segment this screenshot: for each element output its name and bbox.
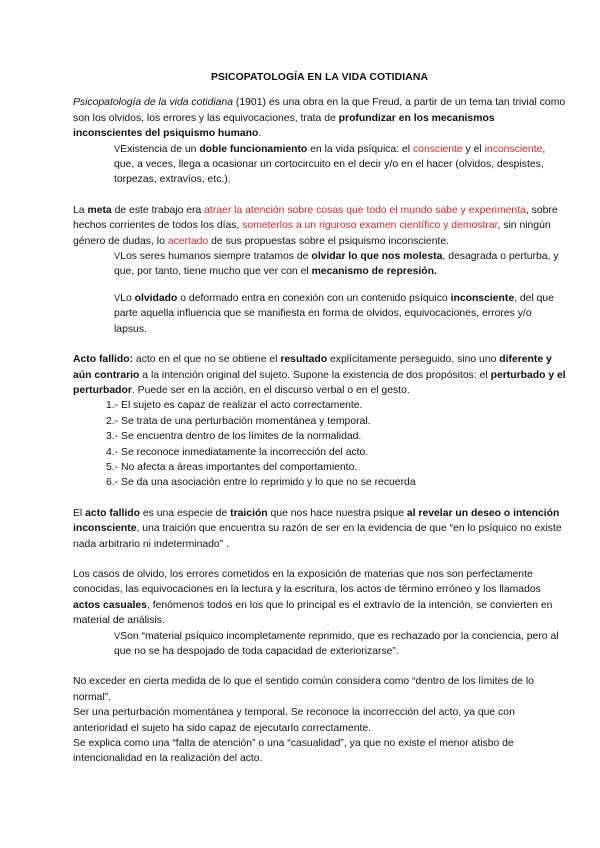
text-run: de este trabajo era [111,204,205,216]
emphasis-text: traición [230,507,268,519]
emphasis-text: mecanismo de represión. [311,266,437,278]
explanation-paragraph: Se explica como una “falta de atención” o una “casualidad”, ya que no existe el menor atisbo de intencionalidad en la realización del acto. [73,738,514,765]
book-title: Psicopatología de la vida cotidiana [73,97,234,109]
emphasis-text: diferente y aún contrario [73,354,552,381]
text-run: Son “material psíquico incompletamente reprimido, que es rechazado por la conciencia, pero al que no se ha despojado de toda capacidad de exteriorizarse”. [114,630,559,657]
text-run: a la intención original del sujeto. Supone la existencia de dos propósitos: el [139,369,491,381]
text-run: que nos hace nuestra psique [267,507,407,519]
text-run: . [258,128,262,140]
list-item: 4.- Se reconoce inmediatamente la incorrección del acto. [106,446,369,458]
emphasis-text: perturbado y el perturbador [73,369,566,396]
text-run: y el [462,143,485,155]
highlight-text: consciente [412,143,463,155]
text-run: Los seres humanos siempre tratamos de [120,251,312,263]
characteristics-list [73,398,566,490]
bullet-material-psiquico [73,629,566,660]
text-run: de sus propuestas sobre el psiquismo inconsciente. [208,235,450,247]
highlight-text: acertado [167,235,209,247]
text-run: , una traición que encuentra su razón de ser en la evidencia de que “en lo psíquico no existe nada arbitrario ni indeterminado” . [73,523,562,550]
bullet-icon: ⴸ [114,630,121,641]
text-run: (1901) es una obra en la que Freud, a partir de un tema tan trivial como son los olvidos, los errores y las equivocaciones, trata de [73,97,566,124]
page-title: PSICOPATOLOGÍA EN LA VIDA COTIDIANA [210,72,429,83]
text-run: , fenómenos todos en los que lo principal es el extravío de la intención, se convierten en material de análisis. [73,599,553,627]
temporary-perturbation-paragraph: Ser una perturbación momentánea y temporal. Se reconoce la incorrección del acto, ya que con anterioridad el sujeto ha sido capaz de ejecutarlo correctamente. [73,707,515,734]
emphasis-text: profundizar en los mecanismos inconscientes del psiquismo humano [73,112,495,140]
cases-paragraph [73,567,566,629]
emphasis-text: doble funcionamiento [199,143,308,155]
bullet-icon: ⴸ [114,251,121,262]
bullet-icon: ⴸ [114,292,121,303]
text-run: , sin ningún género de dudas, lo [73,220,551,247]
list-item: 6.- Se da una asociación entre lo reprimido y lo que no se recuerda [106,477,416,489]
normal-limits-paragraph: No exceder en cierta medida de lo que el sentido común considera como “dentro de los límites de lo normal”. [73,676,534,703]
text-run: , que, a veces, llega a ocasionar un cortocircuito en el decir y/o en el hacer (olvidos, despistes, torpezas, extravíos, etc.). [114,143,546,186]
text-run: El [73,507,86,519]
list-item: 1.- El sujeto es capaz de realizar el acto correctamente. [106,400,363,412]
bullet-icon: ⴸ [114,143,121,154]
emphasis-text: olvidar lo que nos molesta [311,251,443,263]
list-item: 5.- No afecta a áreas importantes del comportamiento. [106,461,358,473]
bullet-forgotten [73,291,566,337]
emphasis-text: olvidado [134,292,178,304]
list-item: 3.- Se encuentra dentro de los límites de la normalidad. [106,431,362,443]
highlight-text: someterlos a un riguroso examen científico y demostrar [242,220,498,232]
goal-paragraph [73,203,566,249]
highlight-text: atraer la atención sobre cosas que todo el mundo sabe y experimenta [204,204,526,216]
traicion-paragraph [73,506,566,552]
text-run: , desagrada o perturba, y que, por tanto, tiene mucho que ver con el [114,251,559,278]
emphasis-text: resultado [280,354,328,366]
text-run: Existencia de un [120,143,200,155]
text-run: o deformado entra en conexión con un contenido psíquico [177,292,451,304]
text-run: es una especie de [140,507,231,519]
emphasis-text: actos casuales [73,599,147,611]
text-run: en la vida psíquica: el [307,143,413,155]
emphasis-text: inconsciente [450,292,515,304]
acto-fallido-definition [73,352,566,398]
bullet-forget-annoying [73,249,566,280]
list-item: 2.- Se trata de una perturbación momentánea y temporal. [106,415,371,427]
text-run: explícitamente perseguido, sino uno [327,354,500,366]
bullet-dual-functioning [73,142,566,188]
emphasis-text: al revelar un deseo o intención inconsciente [73,507,560,535]
emphasis-text: meta [87,204,112,216]
emphasis-text: acto fallido [85,507,140,519]
term-heading: Acto fallido: [73,354,134,366]
text-run: Lo [120,292,135,304]
intro-paragraph [73,95,566,141]
text-run: acto en el que no se obtiene el [133,354,281,366]
text-run: , sobre hechos corrientes de todos los días, [73,204,558,232]
text-run: La [73,204,88,216]
text-run: . Puede ser en la acción, en el discurso verbal o en el gesto. [131,384,410,396]
text-run: Los casos de olvido, los errores cometidos en la exposición de materias que nos son perfectamente conocidas, las equivocaciones en la lectura y la escritura, los actos de término erróneo y los llamados [73,568,541,596]
text-run: , del que parte aquella influencia que se manifiesta en forma de olvidos, equivocaciones, errores y/o lapsus. [114,292,554,335]
highlight-text: inconsciente [484,143,543,155]
